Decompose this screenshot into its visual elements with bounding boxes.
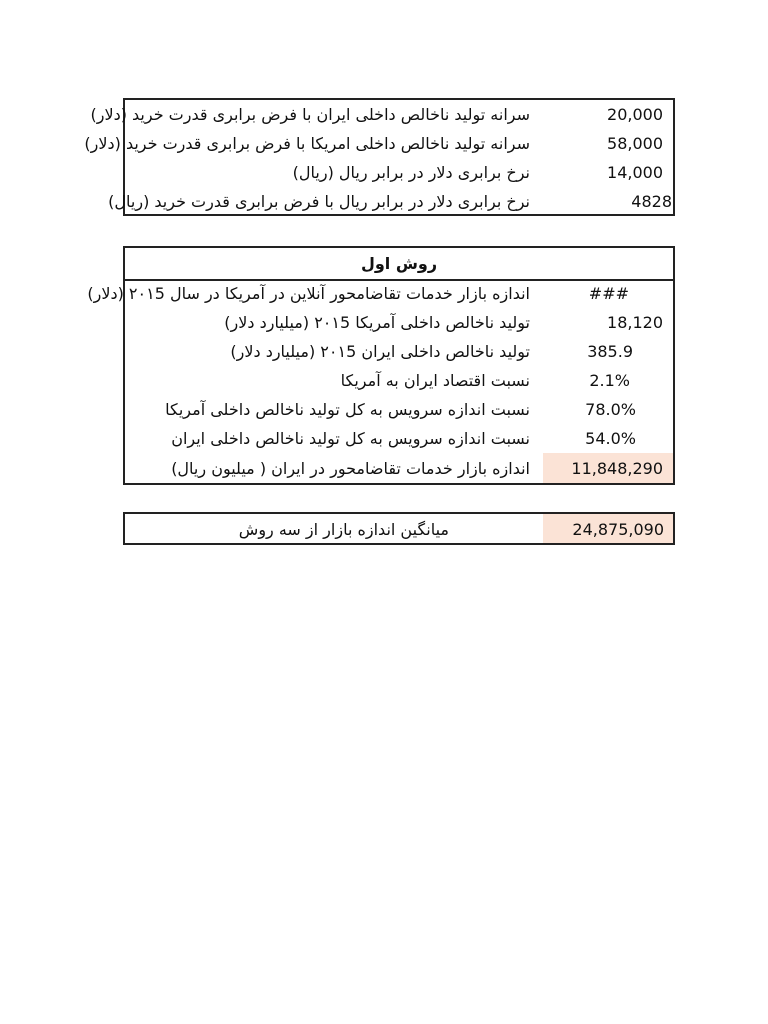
row-value: 20,000: [607, 105, 663, 124]
table-row: [0, 337, 768, 366]
row-value: ###: [588, 284, 629, 303]
row-label: سرانه تولید ناخالص داخلی امریکا با فرض برابری قدرت خرید (دلار): [84, 134, 530, 153]
row-label: اندازه بازار خدمات تقاضامحور آنلاین در آمریکا در سال ۲۰۱5 (دلار): [87, 284, 530, 303]
row-value: 385.9: [587, 342, 633, 361]
table-row: [0, 158, 768, 187]
row-value: 54.0%: [585, 429, 636, 448]
row-value: 2.1%: [589, 371, 630, 390]
table-row: [0, 454, 768, 483]
table-row: [0, 100, 768, 129]
row-label: اندازه بازار خدمات تقاضامحور در ایران ( میلیون ریال): [171, 459, 530, 478]
row-label: نسبت اقتصاد ایران به آمریکا: [340, 371, 530, 390]
exchange-rate-rows: [0, 100, 768, 216]
row-value: 14,000: [607, 163, 663, 182]
row-label: نسبت اندازه سرویس به کل تولید ناخالص داخلی آمریکا: [165, 400, 530, 419]
row-value: 11,848,290: [571, 459, 663, 478]
table-row: [0, 279, 768, 308]
row-label: سرانه تولید ناخالص داخلی ایران با فرض برابری قدرت خرید (دلار): [90, 105, 530, 124]
table-row: [0, 187, 768, 216]
average-label: میانگین اندازه بازار از سه روش: [238, 520, 449, 539]
row-label: تولید ناخالص داخلی ایران ۲۰۱5 (میلیارد دلار): [230, 342, 530, 361]
row-value: 18,120: [607, 313, 663, 332]
row-value: 58,000: [607, 134, 663, 153]
table-row: [0, 129, 768, 158]
method-one-rows: [0, 279, 768, 485]
row-label: نسبت اندازه سرویس به کل تولید ناخالص داخلی ایران: [171, 429, 530, 448]
method-one-title: روش اول: [125, 248, 673, 281]
row-value: 4828: [631, 192, 672, 211]
row-label: نرخ برابری دلار در برابر ریال (ریال): [292, 163, 530, 182]
table-row: [0, 395, 768, 424]
average-market-size-table: [123, 512, 675, 545]
table-row: [0, 366, 768, 395]
row-value: 78.0%: [585, 400, 636, 419]
row-label: تولید ناخالص داخلی آمریکا ۲۰۱5 (میلیارد دلار): [224, 313, 530, 332]
table-row: [0, 308, 768, 337]
table-row: [0, 424, 768, 453]
row-label: نرخ برابری دلار در برابر ریال با فرض برابری قدرت خرید (ریال): [108, 192, 530, 211]
average-value: 24,875,090: [572, 520, 664, 539]
